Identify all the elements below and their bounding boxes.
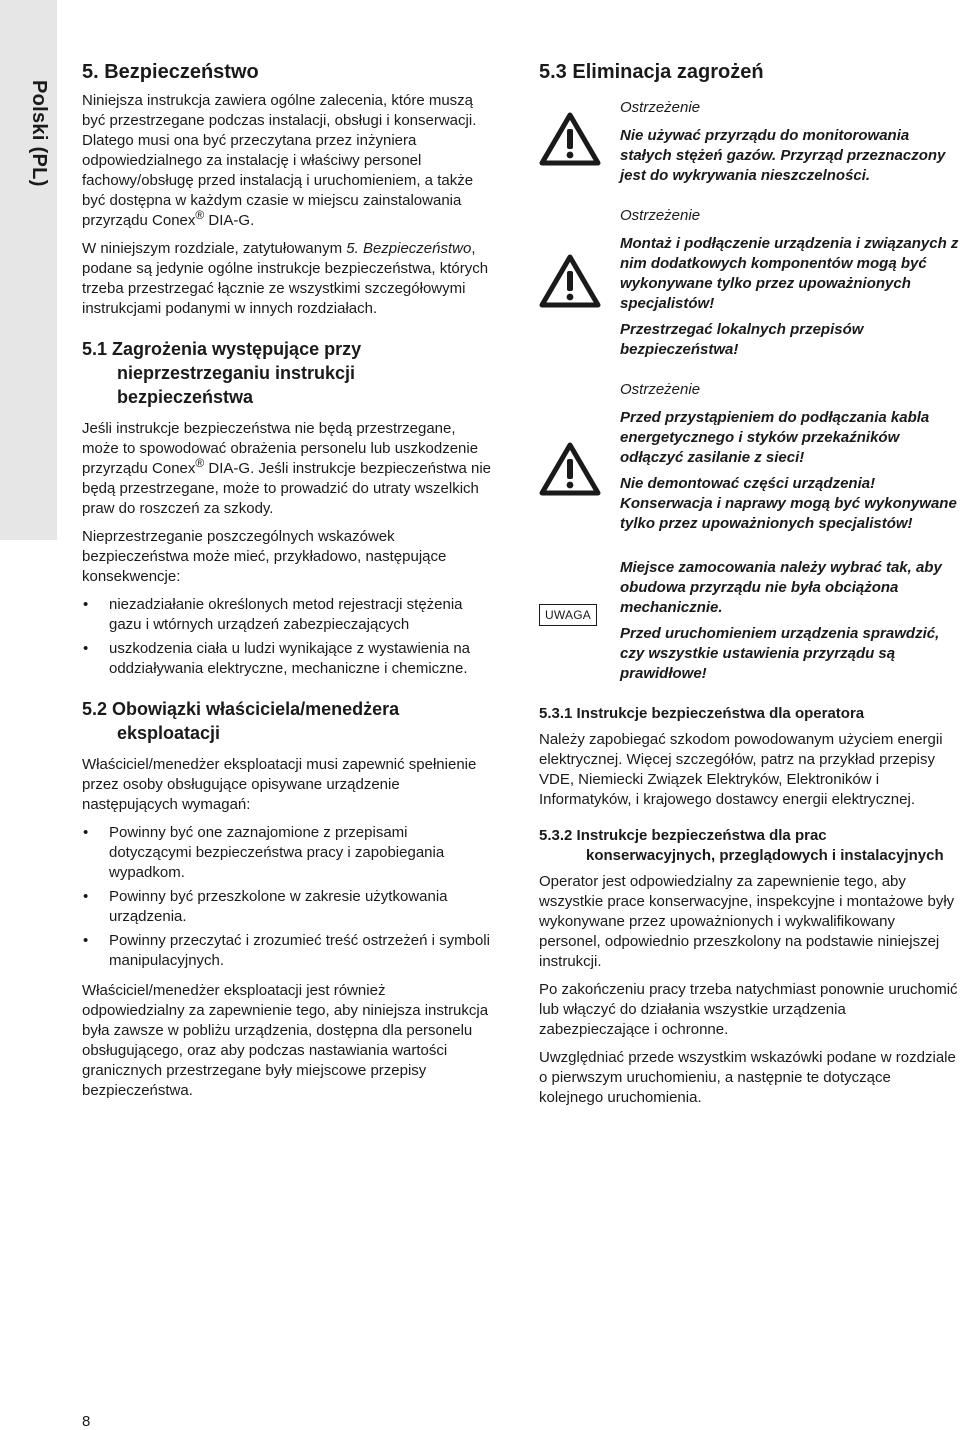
language-sidebar bbox=[0, 0, 57, 540]
list-item: • Powinny być przeszkolone w zakresie użytkowania urządzenia. bbox=[82, 887, 492, 927]
section-heading-5-2: 5.2 Obowiązki właściciela/menedżera eksploatacji bbox=[82, 699, 400, 743]
warning-title: Ostrzeżenie bbox=[620, 99, 701, 116]
warning-title: Ostrzeżenie bbox=[620, 381, 701, 398]
warning-triangle-icon bbox=[539, 442, 601, 496]
maintenance-paragraph: Operator jest odpowiedzialny za zapewnienie tego, aby wszystkie prace konserwacyjne, inspekcyjne i montażowe były wykonywane przez upoważnionych i wykwalifikowany personel, odpowiednio przeszkolony na podstawie niniejszej instrukcji. bbox=[539, 873, 955, 970]
list-item: • uszkodzenia ciała u ludzi wynikające z wystawienia na oddziaływania elektryczne, mechaniczne i chemiczne. bbox=[82, 639, 492, 679]
owner-responsibility-paragraph: Właściciel/menedżer eksploatacji jest również odpowiedzialny za zapewnienie tego, aby niniejsza instrukcja była zawsze w pobliżu urządzenia, dostępna dla personelu obsługującego, oraz aby podczas nastawiania wartości granicznych przestrzegane były miejscowe przepisy bezpieczeństwa. bbox=[82, 982, 489, 1099]
operator-paragraph: Należy zapobiegać szkodom powodowanym użyciem energii elektrycznej. Więcej szczegółów, patrz na przykład przepisy VDE, Niemiecki Związek Elektryków, Elektroników i Informatyków, i krajowego dostawcy energii elektrycznej. bbox=[539, 731, 943, 808]
commissioning-paragraph: Uwzględniać przede wszystkim wskazówki podane w rozdziale o pierwszym uruchomieniu, a następnie te dotyczące kolejnego uruchomienia. bbox=[539, 1049, 956, 1106]
section-heading-5: 5. Bezpieczeństwo bbox=[82, 61, 259, 83]
warning-triangle-icon bbox=[539, 254, 601, 308]
notice-text: Miejsce zamocowania należy wybrać tak, aby obudowa przyrządu nie była obciążona mechanicznie. bbox=[620, 559, 942, 616]
language-label: Polski (PL) bbox=[28, 80, 50, 187]
owner-duties-paragraph: Właściciel/menedżer eksploatacji musi zapewnić spełnienie przez osoby obsługujące opisywane urządzenie następujących wymagań: bbox=[82, 756, 477, 813]
list-item: • Powinny przeczytać i zrozumieć treść ostrzeżeń i symboli manipulacyjnych. bbox=[82, 931, 492, 971]
list-item: • niezadziałanie określonych metod rejestracji stężenia gazu i wtórnych urządzeń zabezpieczających bbox=[82, 595, 492, 635]
registered-mark: ® bbox=[195, 208, 205, 222]
warning-text: Nie używać przyrządu do monitorowania stałych stężeń gazów. Przyrząd przeznaczony jest do wykrywania nieszczelności. bbox=[620, 127, 946, 184]
restart-paragraph: Po zakończeniu pracy trzeba natychmiast ponownie uruchomić lub włączyć do działania wszystkie urządzenia zabezpieczające i ochronne. bbox=[539, 981, 958, 1038]
warning-triangle-icon bbox=[539, 112, 601, 166]
warning-block bbox=[539, 380, 959, 534]
hazards-paragraph: Jeśli instrukcje bezpieczeństwa nie będą przestrzegane, może to spowodować obrażenia personelu lub uszkodzenie przyrządu Conex® DIA-G. Jeśli instrukcje bezpieczeństwa nie będą przestrzegane, może to prowadzić do utraty wszelkich praw do roszczeń za szkody. bbox=[82, 420, 492, 517]
warning-text: Przestrzegać lokalnych przepisów bezpieczeństwa! bbox=[620, 321, 864, 358]
warning-block bbox=[539, 98, 959, 186]
consequences-list bbox=[82, 595, 492, 679]
warning-text: Montaż i podłączenie urządzenia i związanych z nim dodatkowych komponentów mogą być wykonywane tylko przez upoważnionych specjalistów! bbox=[620, 235, 959, 312]
warning-block bbox=[539, 206, 959, 360]
uwaga-badge: UWAGA bbox=[539, 604, 597, 626]
warning-text: Przed przystąpieniem do podłączania kabla energetycznego i styków przekaźników odłączyć zasilanie z sieci! bbox=[620, 409, 930, 466]
intro-paragraph: Niniejsza instrukcja zawiera ogólne zalecenia, które muszą być przestrzegane podczas instalacji, obsługi i konserwacji. Dlatego musi ona być przeczytana przez inżyniera odpowiedzialnego za instalację i właściwy personel fachowy/obsługę przed instalacją i uruchomieniem, a także być dostępna w każdym czasie w miejscu zainstalowania przyrządu Conex® DIA-G. bbox=[82, 92, 477, 229]
warning-title: Ostrzeżenie bbox=[620, 207, 701, 224]
notice-text: Przed uruchomieniem urządzenia sprawdzić, czy wszystkie ustawienia przyrządu są prawidłowe! bbox=[620, 625, 940, 682]
list-item: • Powinny być one zaznajomione z przepisami dotyczącymi bezpieczeństwa pracy i zapobiegania wypadkom. bbox=[82, 823, 492, 883]
section-heading-5-1: 5.1 Zagrożenia występujące przy nieprzestrzeganiu instrukcji bezpieczeństwa bbox=[82, 339, 362, 407]
registered-mark: ® bbox=[195, 456, 205, 470]
notice-block bbox=[539, 558, 959, 684]
section-heading-5-3-1: 5.3.1 Instrukcje bezpieczeństwa dla operatora bbox=[539, 705, 865, 722]
chapter-note-paragraph: W niniejszym rozdziale, zatytułowanym 5. Bezpieczeństwo, podane są jedynie ogólne instrukcje bezpieczeństwa, których trzeba przestrzegać łącznie ze wszystkimi szczegółowymi instrukcjami podanymi w innych rozdziałach. bbox=[82, 240, 489, 317]
page-number: 8 bbox=[82, 1413, 91, 1430]
requirements-list bbox=[82, 823, 492, 971]
warning-text: Nie demontować części urządzenia! Konserwacja i naprawy mogą być wykonywane tylko przez upoważnionych specjalistów! bbox=[620, 475, 957, 532]
section-heading-5-3-2: 5.3.2 Instrukcje bezpieczeństwa dla prac konserwacyjnych, przeglądowych i instalacyjnych bbox=[539, 827, 944, 864]
left-column bbox=[82, 60, 492, 1109]
section-heading-5-3: 5.3 Eliminacja zagrożeń bbox=[539, 61, 764, 83]
consequences-paragraph: Nieprzestrzeganie poszczególnych wskazówek bezpieczeństwa może mieć, przykładowo, następujące konsekwencje: bbox=[82, 528, 447, 585]
chapter-title-ref: 5. Bezpieczeństwo bbox=[346, 240, 472, 257]
right-column bbox=[539, 60, 959, 1116]
